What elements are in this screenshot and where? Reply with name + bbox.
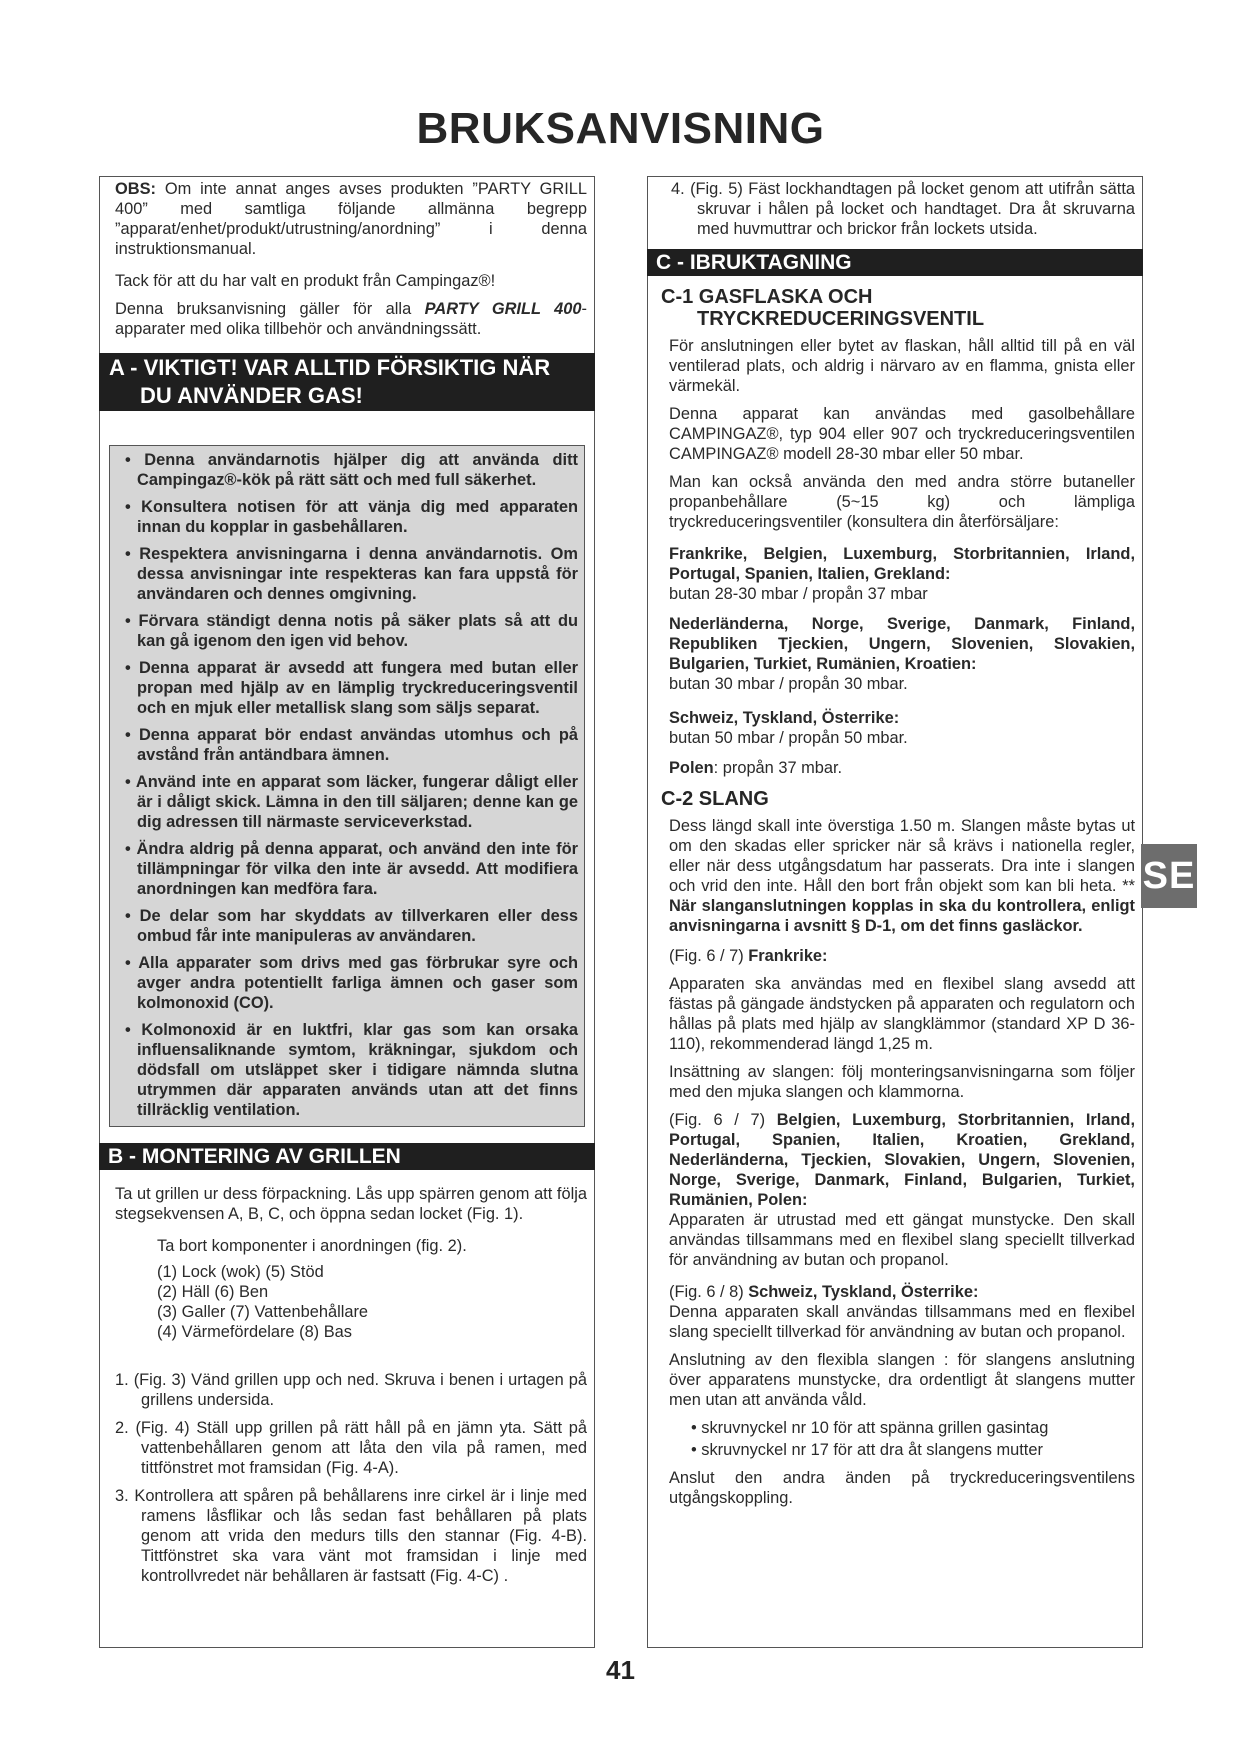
c2-p3: Insättning av slangen: följ monteringsanvisningarna som följer med den mjuka slangen och klammorna.: [669, 1063, 1135, 1101]
section-a-header: [99, 353, 595, 411]
obs-note: [115, 179, 587, 259]
country-group-1: [669, 544, 1135, 604]
component-row: (2) Häll (6) Ben: [157, 1283, 269, 1301]
fig67b-pre: (Fig. 6 / 7): [669, 1111, 777, 1129]
section-b-header: B - MONTERING AV GRILLEN: [99, 1143, 595, 1170]
country-group-3: [669, 708, 1135, 748]
right-column: [647, 176, 1143, 1648]
c2-p2: Apparaten ska användas med en flexibel slang avsedd att fästas på gängade ändstycken på apparaten och regulatorn och hållas på plats med hjälp av slangklämmor (standard XP D 36-110), rekommenderad längd 1,25 m.: [669, 975, 1135, 1053]
countries-2: Nederländerna, Norge, Sverige, Danmark, Finland, Republiken Tjeckien, Ungern, Slovenien, Slovakien, Bulgarien, Turkiet, Rumänien, Kroatien:: [669, 615, 1135, 673]
c2-title: C-2 SLANG: [661, 788, 769, 810]
applies-pre: Denna bruksanvisning gäller för alla: [115, 300, 425, 318]
obs-label: OBS:: [115, 180, 156, 198]
component-row: (1) Lock (wok) (5) Stöd: [157, 1263, 324, 1281]
warning-item: • Kolmonoxid är en luktfri, klar gas som kan orsaka influensaliknande symtom, kräkningar, sjukdom och dödsfall om utsläppet sker i tidigare nämnda slutna utrymmen där apparaten används utan att det finns tillräcklig ventilation.: [125, 1021, 578, 1119]
c2-p1-text: Dess längd skall inte överstiga 1.50 m. Slangen måste bytas ut om den skadas eller spricker när så krävs i nationella regler, eller när dess utgångsdatum har passerats. Dra inte i slangen och vrid den inte. Håll den bort från objekt som kan bli heta. **: [669, 817, 1135, 895]
fig68-pre: (Fig. 6 / 8): [669, 1283, 749, 1301]
c2-p5: Denna apparaten skall användas tillsammans med en flexibel slang speciellt tillverkad för användning av butan och propanol.: [669, 1303, 1135, 1341]
applies-text: [115, 299, 587, 339]
wrench-item: • skruvnyckel nr 17 för att dra åt slangens mutter: [691, 1441, 1043, 1459]
assembly-step: 3. Kontrollera att spåren på behållarens inre cirkel är i linje med ramens låsflikar och lås sedan fast behållaren på plats genom att vrida den medurs tills den stannar (Fig. 4-B). Tittfönstret ska vara vänt mot framsidan i linje med kontrollvredet när behållaren är fastsatt (Fig. 4-C) .: [115, 1487, 587, 1585]
fig67b-heading: [669, 1110, 1135, 1210]
obs-text: Om inte annat anges avses produkten ”PARTY GRILL 400” med samtliga följande allmänna begrepp ”apparat/enhet/produkt/utrustning/anordning” i denna instruktionsmanual.: [115, 180, 587, 258]
warning-item: • Använd inte en apparat som läcker, fungerar dåligt eller är i dåligt skick. Lämna in den till säljaren; denne kan ge dig adressen till närmaste serviceverkstad.: [125, 773, 578, 831]
warning-item: • De delar som har skyddats av tillverkaren eller dess ombud får inte manipuleras av användaren.: [125, 907, 578, 945]
c1-p3: Man kan också använda den med andra större butaneller propanbehållare (5~15 kg) och lämpliga tryckreduceringsventiler (konsultera din återförsäljare:: [669, 473, 1135, 531]
wrench-item: • skruvnyckel nr 10 för att spänna grillen gasintag: [691, 1419, 1049, 1437]
section-a-line2: DU ANVÄNDER GAS!: [140, 383, 363, 408]
warning-item: • Respektera anvisningarna i denna användarnotis. Om dessa anvisningar inte respekteras kan fara uppstå för användaren och dennes omgivning.: [125, 545, 578, 603]
countries-3: Schweiz, Tyskland, Österrike:: [669, 709, 900, 727]
country-group-2: [669, 614, 1135, 694]
components-list: [157, 1236, 587, 1342]
warning-item: • Denna apparat är avsedd att fungera med butan eller propan med hjälp av en lämplig tryckreduceringsventil och en mjuk eller metallisk slang som säljs separat.: [125, 659, 578, 717]
pressure-3: butan 50 mbar / propån 50 mbar.: [669, 729, 908, 747]
pressure-4: : propån 37 mbar.: [713, 759, 843, 777]
c2-p1: [669, 816, 1135, 936]
c1-title-line1: C-1 GASFLASKA OCH: [661, 286, 873, 308]
country-group-4: [669, 758, 1135, 778]
language-tab: SE: [1141, 844, 1197, 908]
c1-p2: Denna apparat kan användas med gasolbehållare CAMPINGAZ®, typ 904 eller 907 och tryckreduceringsventilen CAMPINGAZ® modell 28-30 mbar eller 50 mbar.: [669, 405, 1135, 463]
warning-box: [109, 445, 585, 1127]
c2-p4: Apparaten är utrustad med ett gängat munstycke. Den skall användas tillsammans med en flexibel slang speciellt tillverkad för användning av butan och propanol.: [669, 1211, 1135, 1269]
warning-item: • Konsultera notisen för att vänja dig med apparaten innan du kopplar in gasbehållaren.: [125, 498, 578, 536]
fig67-pre: (Fig. 6 / 7): [669, 947, 749, 965]
countries-1: Frankrike, Belgien, Luxemburg, Storbritannien, Irland, Portugal, Spanien, Italien, Grekland:: [669, 545, 1135, 583]
warning-item: • Denna apparat bör endast användas utomhus och på avstånd från antändbara ämnen.: [125, 726, 578, 764]
fig67b-bold: Belgien, Luxemburg, Storbritannien, Irland, Portugal, Spanien, Italien, Kroatien, Grekland, Nederländerna, Tjeckien, Slovakien, Ungern, Slovenien, Norge, Sverige, Danmark, Finland, Bulgarien, Turkiet, Rumänien, Polen:: [669, 1111, 1135, 1209]
applies-post: -apparater med olika tillbehör och användningssätt.: [115, 300, 587, 338]
component-row: (3) Galler (7) Vattenbehållare: [157, 1303, 369, 1321]
section-a-line1: A - VIKTIGT! VAR ALLTID FÖRSIKTIG NÄR: [109, 355, 551, 380]
components-intro: Ta bort komponenter i anordningen (fig. 2).: [157, 1237, 467, 1255]
fig68-bold: Schweiz, Tyskland, Österrike:: [748, 1283, 979, 1301]
c1-p1: För anslutningen eller bytet av flaskan, håll alltid till på en väl ventilerad plats, och aldrig i närvaro av en flamma, gnista eller värmekäl.: [669, 337, 1135, 395]
b-intro: Ta ut grillen ur dess förpackning. Lås upp spärren genom att följa stegsekvensen A, B, C, och öppna sedan locket (Fig. 1).: [115, 1185, 587, 1223]
assembly-step: 2. (Fig. 4) Ställ upp grillen på rätt håll på en jämn yta. Sätt på vattenbehållaren genom att låta den vila på ramen, med tittfönstret mot framsidan (Fig. 4-A).: [115, 1419, 587, 1477]
fig68-heading: [669, 1282, 1135, 1302]
pressure-2: butan 30 mbar / propån 30 mbar.: [669, 675, 908, 693]
left-column: [99, 176, 595, 1648]
assembly-step: 1. (Fig. 3) Vänd grillen upp och ned. Skruva i benen i urtagen på grillens undersida.: [115, 1371, 587, 1409]
c1-title: [661, 286, 1135, 330]
section-c-header: C - IBRUKTAGNING: [647, 249, 1143, 276]
page-number: 41: [606, 1655, 635, 1685]
thanks-text: Tack för att du har valt en produkt från Campingaz®!: [115, 272, 496, 290]
assembly-step-4: 4. (Fig. 5) Fäst lockhandtagen på locket genom att utifrån sätta skruvar i hålen på locket och handtaget. Dra åt skruvarna med huvmuttrar och brickor från lockets utsida.: [671, 180, 1135, 238]
c2-p6: Anslutning av den flexibla slangen : för slangens anslutning över apparatens munstycke, dra ordentligt åt slangens mutter men utan att använda våld.: [669, 1351, 1135, 1409]
warning-item: • Förvara ständigt denna notis på säker plats så att du kan gå igenom den igen vid behov.: [125, 612, 578, 650]
pressure-1: butan 28-30 mbar / propån 37 mbar: [669, 585, 928, 603]
product-name: PARTY GRILL 400: [424, 300, 582, 318]
countries-4: Polen: [669, 759, 714, 777]
warning-item: • Alla apparater som drivs med gas förbrukar syre och avger andra potentiellt farliga ämnen och gaser som kolmonoxid (CO).: [125, 954, 578, 1012]
c2-p1-bold: När slanganslutningen kopplas in ska du kontrollera, enligt anvisningarna i avsnitt § D-1, om det finns gasläckor.: [669, 897, 1135, 935]
warning-item: • Denna användarnotis hjälper dig att använda ditt Campingaz®-kök på rätt sätt och med full säkerhet.: [125, 451, 578, 489]
warning-item: • Ändra aldrig på denna apparat, och använd den inte för tillämpningar för vilka den inte är avsedd. Att modifiera anordningen kan medföra fara.: [125, 840, 578, 898]
fig67-heading: [669, 946, 1135, 966]
component-row: (4) Värmefördelare (8) Bas: [157, 1323, 352, 1341]
fig67-bold: Frankrike:: [748, 947, 828, 965]
c1-title-line2: TRYCKREDUCERINGSVENTIL: [697, 308, 985, 330]
page-title: BRUKSANVISNING: [416, 104, 825, 153]
c2-p7: Anslut den andra änden på tryckreduceringsventilens utgångskoppling.: [669, 1469, 1135, 1507]
